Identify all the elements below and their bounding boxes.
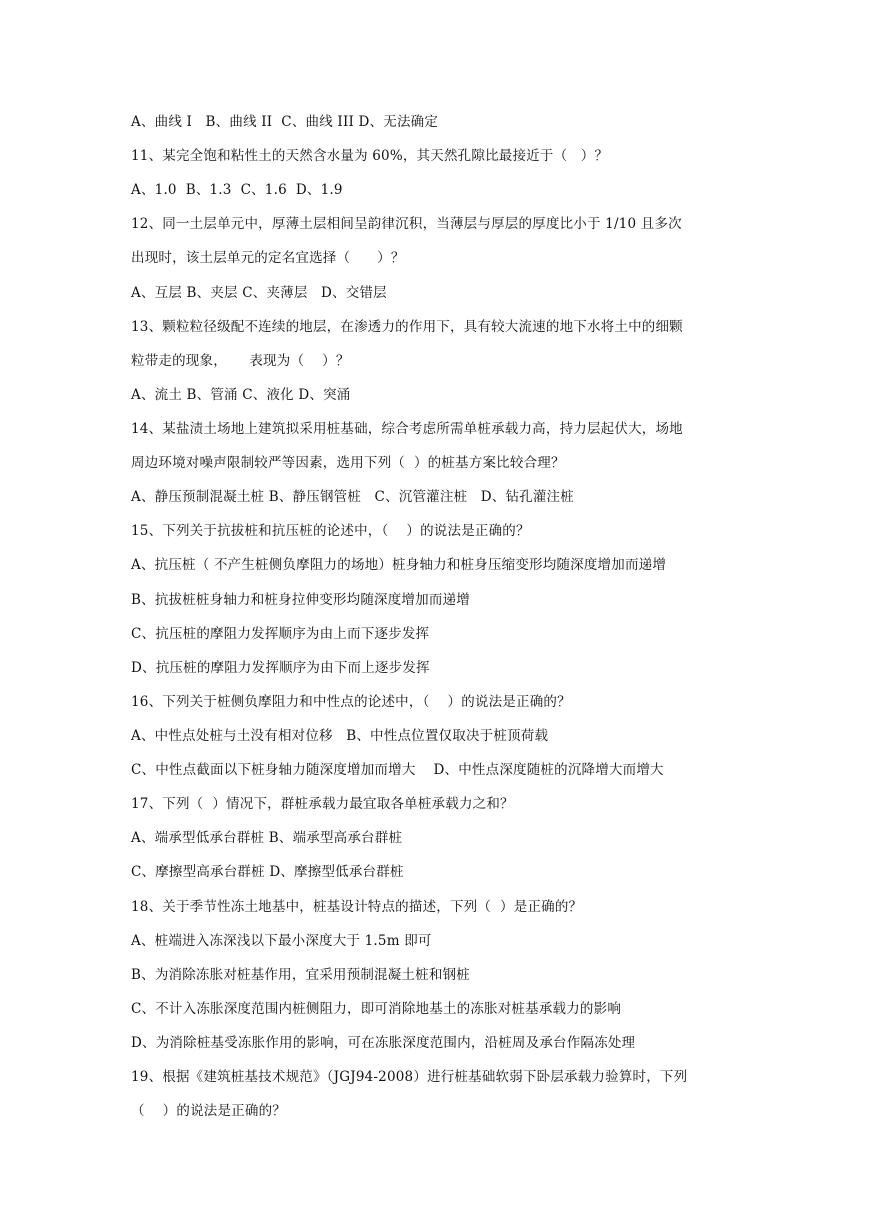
option-line: D、为消除桩基受冻胀作用的影响，可在冻胀深度范围内，沿桩周及承台作隔冻处理	[131, 1035, 636, 1051]
option-line: C、不计入冻胀深度范围内桩侧阻力，即可消除地基土的冻胀对桩基承载力的影响	[131, 1001, 622, 1017]
option-line: A、1.0 B、1.3 C、1.6 D、1.9	[131, 182, 343, 198]
question-14-cont: 周边环境对噪声限制较严等因素，选用下列（ ）的桩基方案比较合理？	[131, 455, 565, 471]
option-line: A、曲线 I B、曲线 II C、曲线 III D、无法确定	[131, 114, 439, 130]
question-19-cont: （ ）的说法是正确的？	[131, 1103, 286, 1119]
question-13: 13、颗粒粒径级配不连续的地层，在渗透力的作用下，具有较大流速的地下水将土中的细颗	[131, 319, 683, 335]
question-12-cont: 出现时，该土层单元的定名宜选择（ ）？	[131, 250, 405, 266]
option-line: C、摩擦型高承台群桩 D、摩擦型低承台群桩	[131, 864, 404, 880]
option-line: A、静压预制混凝土桩 B、静压钢管桩 C、沉管灌注桩 D、钻孔灌注桩	[131, 489, 574, 505]
question-14: 14、某盐渍土场地上建筑拟采用桩基础，综合考虑所需单桩承载力高，持力层起伏大，场地	[131, 421, 683, 437]
option-line: B、为消除冻胀对桩基作用，宜采用预制混凝土桩和钢桩	[131, 967, 470, 983]
option-line: A、桩端进入冻深浅以下最小深度大于 1.5m 即可	[131, 933, 432, 949]
option-line: C、中性点截面以下桩身轴力随深度增加而增大 D、中性点深度随桩的沉降增大而增大	[131, 762, 664, 778]
option-line: A、端承型低承台群桩 B、端承型高承台群桩	[131, 830, 403, 846]
question-16: 16、下列关于桩侧负摩阻力和中性点的论述中，（ ）的说法是正确的？	[131, 694, 571, 710]
question-17: 17、下列（ ）情况下，群桩承载力最宜取各单桩承载力之和？	[131, 796, 514, 812]
question-11: 11、某完全饱和粘性土的天然含水量为 60%，其天然孔隙比最接近于（ ）？	[131, 148, 609, 164]
option-line: A、互层 B、夹层 C、夹薄层 D、交错层	[131, 285, 387, 301]
question-13-cont: 粒带走的现象， 表现为（ ）？	[131, 353, 350, 369]
question-18: 18、关于季节性冻土地基中，桩基设计特点的描述，下列（ ）是正确的？	[131, 899, 583, 915]
question-15: 15、下列关于抗拔桩和抗压桩的论述中，（ ）的说法是正确的？	[131, 523, 530, 539]
option-line: A、抗压桩（ 不产生桩侧负摩阻力的场地）桩身轴力和桩身压缩变形均随深度增加而递增	[131, 557, 667, 573]
option-line: B、抗拔桩桩身轴力和桩身拉伸变形均随深度增加而递增	[131, 592, 470, 608]
option-line: D、抗压桩的摩阻力发挥顺序为由下而上逐步发挥	[131, 660, 430, 676]
option-line: C、抗压桩的摩阻力发挥顺序为由上而下逐步发挥	[131, 626, 430, 642]
question-19: 19、根据《建筑桩基技术规范》（JGJ94-2008）进行桩基础软弱下卧层承载力验算时，下列	[131, 1069, 688, 1085]
option-line: A、中性点处桩与土没有相对位移 B、中性点位置仅取决于桩顶荷载	[131, 728, 549, 744]
option-line: A、流土 B、管涌 C、液化 D、突涌	[131, 387, 351, 403]
question-12: 12、同一土层单元中，厚薄土层相间呈韵律沉积，当薄层与厚层的厚度比小于 1/10 且多次	[131, 216, 682, 232]
